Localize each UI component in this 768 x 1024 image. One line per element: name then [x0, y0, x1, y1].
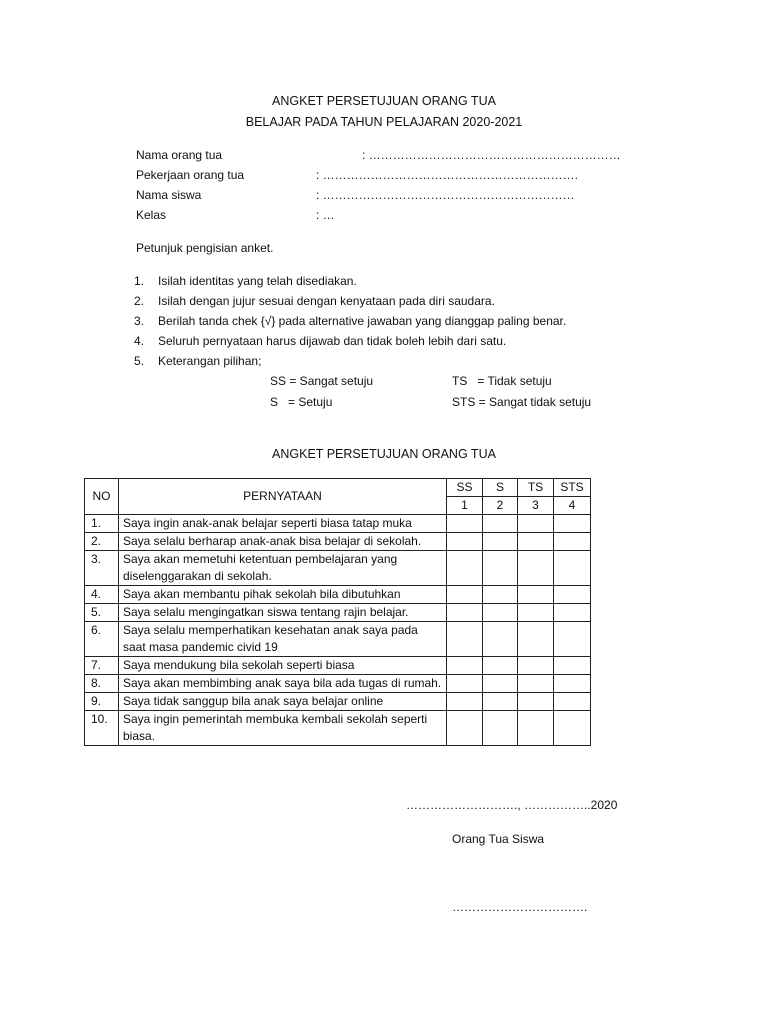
date-line: ………………………., ……………..2020 [406, 798, 618, 812]
answer-cell-s[interactable] [483, 711, 518, 746]
answer-cell-ts[interactable] [518, 711, 554, 746]
answer-cell-ts[interactable] [518, 675, 554, 693]
answer-cell-sts[interactable] [554, 533, 591, 551]
instruction-number: 5. [134, 354, 145, 368]
answer-cell-ts[interactable] [518, 551, 554, 586]
table-row [85, 622, 591, 657]
document-title: ANGKET PERSETUJUAN ORANG TUA [272, 94, 496, 108]
instruction-number: 4. [134, 334, 145, 348]
table-row [85, 657, 591, 675]
column-header-ts: TS [518, 479, 554, 497]
answer-cell-ss[interactable] [447, 604, 483, 622]
answer-cell-s[interactable] [483, 586, 518, 604]
instruction-number: 3. [134, 314, 145, 328]
legend-s: S = Setuju [270, 395, 333, 409]
instruction-text: Isilah dengan jujur sesuai dengan kenyataan pada diri saudara. [158, 294, 495, 308]
answer-cell-s[interactable] [483, 551, 518, 586]
table-row [85, 551, 591, 586]
answer-cell-ss[interactable] [447, 586, 483, 604]
answer-cell-s[interactable] [483, 604, 518, 622]
answer-cell-ss[interactable] [447, 551, 483, 586]
legend-sts: STS = Sangat tidak setuju [452, 395, 592, 409]
row-number: 6. [85, 622, 119, 657]
instructions-heading: Petunjuk pengisian anket. [136, 241, 274, 255]
instruction-text: Isilah identitas yang telah disediakan. [158, 274, 357, 288]
row-number: 5. [85, 604, 119, 622]
answer-cell-ts[interactable] [518, 604, 554, 622]
answer-cell-s[interactable] [483, 533, 518, 551]
answer-cell-ss[interactable] [447, 657, 483, 675]
answer-cell-s[interactable] [483, 675, 518, 693]
parent-job-label: Pekerjaan orang tua [136, 168, 245, 182]
table-title: ANGKET PERSETUJUAN ORANG TUA [272, 447, 496, 461]
answer-cell-s[interactable] [483, 693, 518, 711]
instruction-number: 2. [134, 294, 145, 308]
parent-name-label: Nama orang tua [136, 148, 223, 162]
answer-cell-s[interactable] [483, 657, 518, 675]
answer-cell-ss[interactable] [447, 675, 483, 693]
row-number: 4. [85, 586, 119, 604]
row-statement: Saya akan membantu pihak sekolah bila dibutuhkan [119, 586, 447, 604]
answer-cell-ss[interactable] [447, 693, 483, 711]
table-row [85, 675, 591, 693]
answer-cell-sts[interactable] [554, 515, 591, 533]
answer-cell-ts[interactable] [518, 515, 554, 533]
column-header-s: S [483, 479, 518, 497]
student-name-label: Nama siswa [136, 188, 202, 202]
parent-name-field: : ……………………………………………………… [362, 148, 621, 162]
row-statement: Saya akan membimbing anak saya bila ada tugas di rumah. [119, 675, 447, 693]
table-row [85, 693, 591, 711]
answer-cell-ts[interactable] [518, 657, 554, 675]
table-row [85, 515, 591, 533]
column-header-statement: PERNYATAAN [119, 479, 447, 515]
answer-cell-sts[interactable] [554, 675, 591, 693]
row-statement: Saya selalu mengingatkan siswa tentang rajin belajar. [119, 604, 447, 622]
table-row [85, 604, 591, 622]
column-header-no: NO [85, 479, 119, 515]
score-header-4: 4 [554, 497, 591, 515]
row-statement: Saya mendukung bila sekolah seperti biasa [119, 657, 447, 675]
row-statement: Saya ingin anak-anak belajar seperti biasa tatap muka [119, 515, 447, 533]
answer-cell-sts[interactable] [554, 711, 591, 746]
instruction-text: Seluruh pernyataan harus dijawab dan tidak boleh lebih dari satu. [158, 334, 507, 348]
answer-cell-sts[interactable] [554, 586, 591, 604]
row-number: 8. [85, 675, 119, 693]
instruction-text: Berilah tanda chek {√} pada alternative jawaban yang dianggap paling benar. [158, 314, 567, 328]
signature-line: ……………………………. [452, 900, 588, 914]
class-label: Kelas [136, 208, 167, 222]
score-header-3: 3 [518, 497, 554, 515]
table-row [85, 533, 591, 551]
legend-ss: SS = Sangat setuju [270, 374, 374, 388]
row-statement: Saya ingin pemerintah membuka kembali sekolah seperti biasa. [119, 711, 447, 746]
row-number: 3. [85, 551, 119, 586]
class-field: : … [316, 208, 335, 222]
legend-ts: TS = Tidak setuju [452, 374, 552, 388]
answer-cell-ts[interactable] [518, 622, 554, 657]
row-statement: Saya selalu memperhatikan kesehatan anak saya pada saat masa pandemic civid 19 [119, 622, 447, 657]
answer-cell-sts[interactable] [554, 622, 591, 657]
parent-job-field: : ………………………………………………………. [316, 168, 579, 182]
row-number: 2. [85, 533, 119, 551]
student-name-field: : ……………………………………………………… [316, 188, 575, 202]
document-subtitle: BELAJAR PADA TAHUN PELAJARAN 2020-2021 [245, 115, 523, 129]
answer-cell-ts[interactable] [518, 533, 554, 551]
row-statement: Saya selalu berharap anak-anak bisa belajar di sekolah. [119, 533, 447, 551]
row-number: 10. [85, 711, 119, 746]
survey-table [84, 478, 591, 746]
instruction-number: 1. [134, 274, 145, 288]
answer-cell-sts[interactable] [554, 551, 591, 586]
answer-cell-ss[interactable] [447, 533, 483, 551]
row-number: 7. [85, 657, 119, 675]
answer-cell-ss[interactable] [447, 622, 483, 657]
row-statement: Saya tidak sanggup bila anak saya belajar online [119, 693, 447, 711]
score-header-2: 2 [483, 497, 518, 515]
column-header-ss: SS [447, 479, 483, 497]
answer-cell-ts[interactable] [518, 586, 554, 604]
answer-cell-s[interactable] [483, 622, 518, 657]
column-header-sts: STS [554, 479, 591, 497]
answer-cell-sts[interactable] [554, 657, 591, 675]
instruction-text: Keterangan pilihan; [158, 354, 262, 368]
score-header-1: 1 [447, 497, 483, 515]
answer-cell-ss[interactable] [447, 711, 483, 746]
answer-cell-s[interactable] [483, 515, 518, 533]
answer-cell-ss[interactable] [447, 515, 483, 533]
answer-cell-ts[interactable] [518, 693, 554, 711]
row-number: 1. [85, 515, 119, 533]
row-number: 9. [85, 693, 119, 711]
table-row [85, 586, 591, 604]
answer-cell-sts[interactable] [554, 604, 591, 622]
row-statement: Saya akan memetuhi ketentuan pembelajaran yang diselenggarakan di sekolah. [119, 551, 447, 586]
table-row [85, 711, 591, 746]
answer-cell-sts[interactable] [554, 693, 591, 711]
signer-role: Orang Tua Siswa [452, 832, 545, 846]
